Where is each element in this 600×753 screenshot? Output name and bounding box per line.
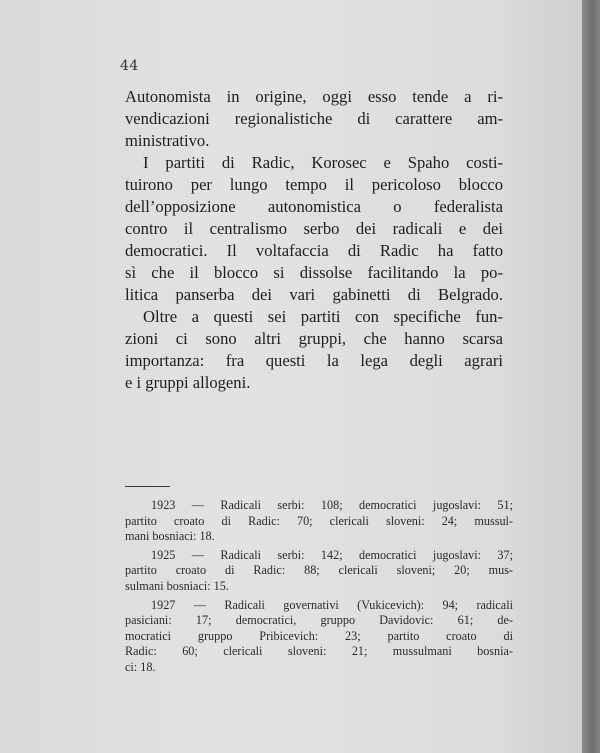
text-line: vendicazioni regionalistiche di carattere am- [125,109,503,128]
footnote-line: sulmani bosniaci: 15. [125,578,229,593]
footnote-line: mani bosniaci: 18. [125,529,215,544]
page-edge [582,0,600,753]
text-line: e i gruppi allogeni. [125,373,251,392]
text-line: I partiti di Radic, Korosec e Spaho costi- [143,153,503,172]
page-number: 44 [120,58,139,74]
text-line: litica panserba dei vari gabinetti di Belgrado. [125,285,503,304]
text-line: Autonomista in origine, oggi esso tende a ri- [125,87,503,106]
text-line: zioni ci sono altri gruppi, che hanno scarsa [125,329,503,348]
footnote-line: partito croato di Radic: 70; clericali sloveni: 24; mussul- [125,513,513,528]
footnote-line: 1925 — Radicali serbi: 142; democratici jugoslavi: 37; [151,547,513,562]
text-line: dell’opposizione autonomistica o federalista [125,197,503,216]
text-line: ministrativo. [125,131,210,150]
footnotes [125,498,513,679]
footnote-1923 [125,498,513,545]
footnote-1927 [125,598,513,676]
footnote-line: 1927 — Radicali governativi (Vukicevich): 94; radicali [151,597,513,612]
text-line: sì che il blocco si dissolse facilitando la po- [125,263,503,282]
footnote-line: Radic: 60; clericali sloveni: 21; mussulmani bosnia- [125,644,513,659]
footnote-line: pasiciani: 17; democratici, gruppo Davidovic: 61; de- [125,613,513,628]
text-line: democratici. Il voltafaccia di Radic ha fatto [125,241,503,260]
footnote-line: 1923 — Radicali serbi: 108; democratici jugoslavi: 51; [151,498,513,512]
text-line: tuirono per lungo tempo il pericoloso blocco [125,175,503,194]
footnote-line: partito croato di Radic: 88; clericali sloveni; 20; mus- [125,563,513,578]
footnote-1925 [125,548,513,595]
footnote-line: mocratici gruppo Pribicevich: 23; partito croato di [125,628,513,643]
text-line: Oltre a questi sei partiti con specifiche fun- [143,307,503,326]
text-line: contro il centralismo serbo dei radicali e dei [125,219,503,238]
footnote-divider [125,486,170,487]
footnote-line: ci: 18. [125,659,156,674]
body-text [125,86,503,394]
text-line: importanza: fra questi la lega degli agrari [125,351,503,370]
